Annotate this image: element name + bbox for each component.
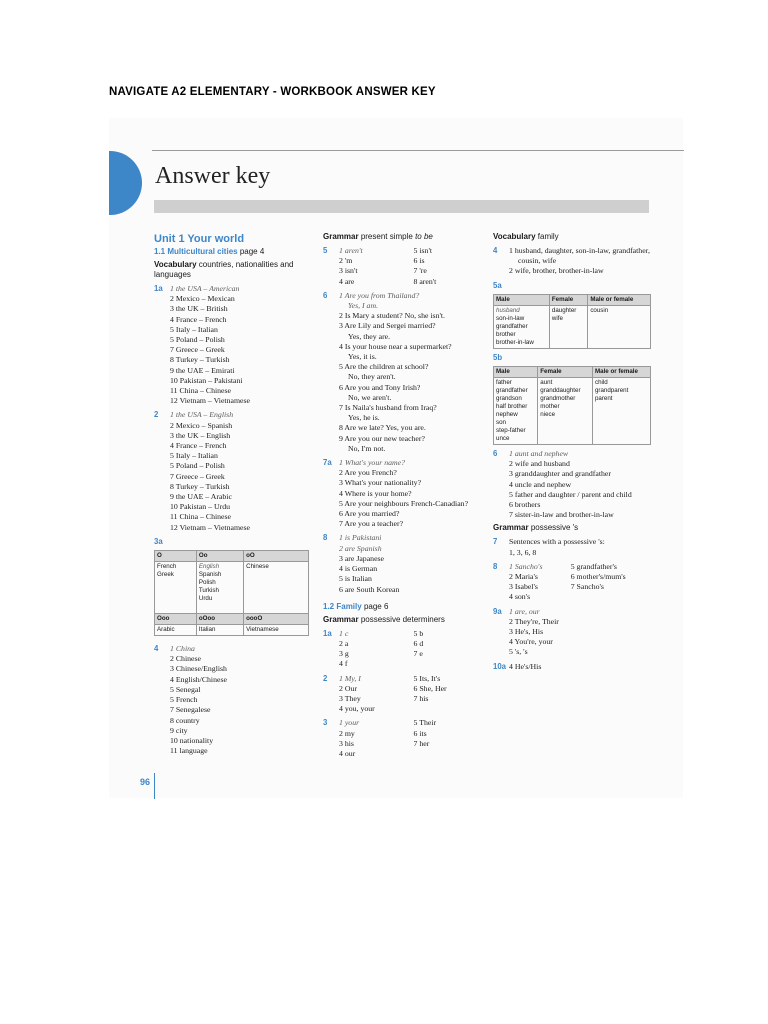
answer-line: 12 Vietnam – Vietnamese [170, 396, 250, 406]
answer-line: Yes, he is. [348, 413, 380, 423]
section-label: Vocabulary [154, 260, 197, 269]
cell-line: cousin [590, 306, 609, 314]
family-table-5a [493, 294, 651, 349]
answer-line: 5 Italy – Italian [170, 451, 218, 461]
cell-line: mother [540, 403, 560, 411]
answer-line: 5 is Italian [339, 574, 372, 584]
cell-line: grandmother [540, 395, 576, 403]
answer-line: 11 language [170, 746, 208, 756]
answer-list [509, 449, 653, 520]
answer-line: 2 Chinese [170, 654, 201, 664]
cell-line: nephew [496, 411, 518, 419]
exercise-10a [493, 662, 653, 672]
answer-line: 11 China – Chinese [170, 512, 231, 522]
cell-line: parent [594, 395, 613, 403]
answer-line: 7 sister-in-law and brother-in-law [509, 510, 614, 520]
answer-list [339, 629, 414, 670]
family-table-5b [493, 366, 651, 445]
exercise-7 [493, 537, 653, 557]
answer-line: 2 wife, brother, brother-in-law [509, 266, 604, 276]
section-label: Grammar [493, 523, 529, 533]
answer-line: 1 My, I [339, 673, 361, 683]
answer-line: 1 c [339, 628, 349, 638]
answer-line: 5 Are your neighbours French-Canadian? [339, 498, 469, 508]
answer-line: 1 husband, daughter, son-in-law, grandfather, cousin, wife [509, 246, 650, 266]
answer-list [339, 246, 414, 287]
answer-list [339, 291, 488, 454]
exercise-number: 6 [323, 290, 328, 300]
table-cell [155, 562, 197, 614]
answer-line: 6 mother's/mum's [570, 572, 626, 582]
answer-line: 7 Is Naila's husband from Iraq? [339, 403, 437, 413]
cell-line: aunt [540, 379, 553, 387]
cell-line: wife [551, 314, 563, 322]
answer-line: 2 Maria's [509, 572, 538, 582]
answer-line: 1 the USA – American [170, 284, 240, 293]
cell-line: Greek [157, 571, 174, 579]
grey-banner [154, 200, 649, 213]
answer-line: 3 the UK – British [170, 304, 228, 314]
table-cell [196, 625, 243, 636]
answer-line: 10 Pakistan – Urdu [170, 502, 230, 512]
exercise-6 [493, 449, 653, 520]
table-cell [494, 378, 538, 445]
answer-list [339, 718, 414, 759]
answer-line: 5 father and daughter / parent and child [509, 489, 632, 499]
cell-line: Vietnamese [246, 626, 279, 634]
lesson-page: page 4 [239, 247, 265, 256]
answer-list [509, 662, 653, 672]
answer-list [509, 537, 653, 557]
table-header: Female [538, 367, 593, 378]
answer-line: 7 Greece – Greek [170, 345, 225, 355]
exercise-number: 8 [493, 561, 498, 571]
answer-line: 6 its [413, 728, 427, 738]
answer-list [571, 562, 653, 603]
section-topic: family [537, 232, 559, 241]
section-topic-italic: to be [415, 232, 433, 241]
answer-list [509, 607, 653, 658]
answer-line: 7 Sancho's [570, 582, 604, 592]
answer-line: No, they aren't. [348, 372, 396, 382]
answer-line: 7 her [413, 738, 430, 748]
table-header: Ooo [155, 614, 197, 625]
exercise-2 [154, 410, 314, 532]
answer-line: 5 Poland – Polish [170, 461, 225, 471]
exercise-1a [323, 629, 488, 670]
answer-line: 6 d [413, 638, 424, 648]
answer-line: 2 Are you French? [339, 468, 397, 478]
exercise-number: 4 [154, 644, 159, 654]
answer-line: 7 his [413, 693, 429, 703]
answer-grid [339, 629, 488, 670]
section-heading [323, 615, 488, 625]
exercise-8 [493, 562, 653, 603]
answer-line: 8 aren't [413, 276, 437, 286]
cell-line: Polish [198, 579, 216, 587]
answer-line: 6 Are you married? [339, 509, 400, 519]
answer-line: 3 his [339, 738, 354, 748]
answer-line: 9 the UAE – Emirati [170, 365, 235, 375]
cell-line: unce [496, 435, 510, 443]
answer-line: 6 are South Korean [339, 584, 400, 594]
answer-line: 2 Is Mary a student? No, she isn't. [339, 311, 445, 321]
table-header: Male or female [592, 367, 650, 378]
exercise-5a [493, 281, 653, 291]
answer-line: 5 's, 's [509, 647, 528, 657]
answer-list [509, 246, 653, 277]
answer-line: 12 Vietnam – Vietnamese [170, 522, 250, 532]
exercise-number: 2 [154, 410, 159, 420]
answer-line: 8 Are we late? Yes, you are. [339, 423, 426, 433]
answer-line: 1, 3, 6, 8 [509, 547, 537, 557]
section-topic: present simple [360, 232, 413, 241]
answer-line: 3 are Japanese [339, 553, 385, 563]
answer-line: 2 'm [339, 256, 353, 266]
cell-line: child [594, 379, 608, 387]
answer-line: 5 French [170, 695, 198, 705]
cell-line: Italian [198, 626, 216, 634]
answer-line: 10 Pakistan – Pakistani [170, 375, 243, 385]
answer-line: 10 nationality [170, 735, 214, 745]
answer-line: 8 Turkey – Turkish [170, 481, 230, 491]
answer-line: 6 brothers [509, 500, 541, 510]
table-header: Oo [196, 551, 243, 562]
cell-line: granddaughter [540, 387, 581, 395]
answer-line: 1 What's your name? [339, 458, 405, 468]
answer-line: 1 are, our [509, 606, 540, 616]
table-header: Male [494, 367, 538, 378]
lesson-page: page 6 [363, 601, 389, 611]
answer-line: 1 your [339, 718, 360, 728]
exercise-number: 3a [154, 536, 163, 546]
answer-line: 5 Senegal [170, 684, 201, 694]
cell-line: Chinese [246, 563, 269, 571]
section-label: Grammar [323, 232, 359, 241]
answer-line: Yes, they are. [348, 331, 391, 341]
cell-line: niece [540, 411, 556, 419]
answer-line: 7 Greece – Greek [170, 471, 225, 481]
lesson-number: 1.1 [154, 247, 166, 256]
answer-line: 3 Isabel's [509, 582, 538, 592]
exercise-number: 3 [323, 718, 328, 728]
column-1 [154, 232, 314, 756]
answer-list [339, 533, 488, 594]
exercise-6 [323, 291, 488, 454]
section-topic: countries, nationalities and languages [154, 260, 294, 279]
answer-grid [339, 674, 488, 715]
cell-line: grandparent [594, 387, 629, 395]
answer-line: 5 Are the children at school? [339, 362, 429, 372]
answer-line: 2 wife and husband [509, 459, 570, 469]
cell-line: Urdu [198, 595, 213, 603]
section-heading [323, 232, 488, 242]
column-3 [493, 232, 653, 672]
lesson-name: Family [336, 601, 362, 611]
column-2 [323, 232, 488, 759]
answer-line: 7 Senegalese [170, 705, 211, 715]
table-cell [196, 562, 243, 614]
answer-line: No, I'm not. [348, 443, 386, 453]
exercise-number: 5 [323, 246, 328, 255]
exercise-4 [154, 644, 314, 756]
answer-line: 8 country [170, 715, 200, 725]
cell-line: half brother [496, 403, 528, 411]
table-header: O [155, 551, 197, 562]
answer-line: 3 Are Lily and Sergei married? [339, 321, 436, 331]
answer-line: 4 You're, your [509, 637, 553, 647]
answer-line: 5 Italy – Italian [170, 324, 218, 334]
section-heading [493, 232, 653, 242]
answer-line: 6 She, Her [413, 683, 447, 693]
exercise-9a [493, 607, 653, 658]
cell-line: father [496, 379, 512, 387]
answer-list [170, 284, 314, 406]
cell-line: grandfather [496, 387, 528, 395]
lesson-heading [323, 601, 488, 612]
answer-line: No, we aren't. [348, 392, 392, 402]
lesson-heading [154, 246, 314, 257]
answer-line: 1 Are you from Thailand? [339, 290, 420, 300]
exercise-number: 6 [493, 449, 498, 459]
answer-grid [509, 562, 653, 603]
answer-line: 3 isn't [339, 266, 358, 276]
answer-line: 5 Its, It's [413, 673, 441, 683]
page-number: 96 [140, 777, 151, 787]
answer-line: 1 aren't [339, 246, 363, 255]
answer-line: 3 What's your nationality? [339, 478, 422, 488]
answer-line: 4 son's [509, 592, 531, 602]
table-cell [592, 378, 650, 445]
page-number-rule [154, 773, 155, 799]
answer-line: 9 the UAE – Arabic [170, 492, 232, 502]
answer-line: 2 a [339, 638, 349, 648]
cell-line: step-father [496, 427, 526, 435]
answer-line: Yes, it is. [348, 352, 377, 362]
exercise-3a [154, 537, 314, 547]
section-topic: possessive 's [530, 523, 579, 533]
answer-line: 4 f [339, 659, 348, 669]
cell-line: grandfather [496, 322, 528, 330]
answer-line: 2 my [339, 728, 355, 738]
answer-line: Yes, I am. [348, 301, 379, 311]
section-topic: possessive determiners [360, 614, 445, 624]
table-cell [494, 305, 550, 348]
exercise-number: 5a [493, 280, 502, 290]
answer-line: 3 granddaughter and grandfather [509, 469, 611, 479]
cell-line: French [157, 563, 177, 571]
table-cell [588, 305, 651, 348]
exercise-number: 1a [323, 628, 332, 638]
answer-grid [339, 718, 488, 759]
cell-line: brother [496, 330, 516, 338]
answer-line: 9 Are you our new teacher? [339, 433, 425, 443]
stress-table [154, 550, 309, 636]
page-title: Answer key [155, 163, 271, 189]
exercise-3 [323, 718, 488, 759]
section-label: Vocabulary [493, 232, 536, 241]
cell-line: daughter [551, 306, 577, 314]
exercise-number: 1a [154, 284, 163, 293]
exercise-number: 10a [493, 661, 507, 671]
answer-list [509, 562, 571, 603]
answer-list [170, 410, 314, 532]
table-header: oO [244, 551, 309, 562]
answer-line: 9 city [170, 725, 188, 735]
answer-line: Sentences with a possessive 's: [509, 537, 605, 547]
answer-line: 1 is Pakistani [339, 533, 382, 543]
cell-line: English [198, 563, 220, 571]
answer-line: 5 b [413, 628, 424, 638]
answer-line: 3 g [339, 649, 349, 659]
answer-line: 7 e [413, 649, 423, 659]
answer-line: 4 English/Chinese [170, 674, 227, 684]
answer-line: 4 is German [339, 564, 378, 574]
answer-line: 2 Mexico – Spanish [170, 420, 233, 430]
document-title: NAVIGATE A2 ELEMENTARY - WORKBOOK ANSWER KEY [109, 86, 436, 98]
answer-line: 3 They [339, 693, 361, 703]
cell-line: Turkish [198, 587, 219, 595]
table-cell [244, 562, 309, 614]
answer-line: 3 Chinese/English [170, 664, 227, 674]
table-cell [549, 305, 587, 348]
answer-line: 4 France – French [170, 441, 227, 451]
answer-line: 1 Sancho's [509, 561, 543, 571]
table-header: oooO [244, 614, 309, 625]
lesson-name: Multicultural cities [167, 247, 238, 256]
cell-line: Spanish [198, 571, 222, 579]
exercise-number: 5b [493, 352, 503, 362]
answer-list [414, 629, 489, 670]
answer-line: 4 Where is your home? [339, 488, 412, 498]
answer-line: 2 are Spanish [339, 543, 382, 553]
exercise-number: 7 [493, 537, 498, 547]
exercise-2 [323, 674, 488, 715]
answer-line: 8 Turkey – Turkish [170, 355, 230, 365]
answer-list [339, 674, 414, 715]
answer-list [339, 458, 488, 529]
answer-line: 1 aunt and nephew [509, 449, 569, 459]
table-cell [155, 625, 197, 636]
answer-line: 11 China – Chinese [170, 386, 231, 396]
answer-line: 6 is [413, 256, 425, 266]
answer-line: 5 isn't [413, 246, 433, 255]
answer-list [414, 718, 489, 759]
answer-line: 4 France – French [170, 314, 227, 324]
table-cell [538, 378, 593, 445]
cell-line: husband [496, 306, 520, 314]
table-header: Male [494, 294, 550, 305]
table-header: oOoo [196, 614, 243, 625]
answer-grid [339, 246, 488, 287]
answer-list [170, 644, 314, 756]
answer-list [414, 246, 489, 287]
answer-line: 4 are [339, 276, 355, 286]
table-cell [244, 625, 309, 636]
answer-line: 3 the UK – English [170, 430, 231, 440]
section-heading [493, 523, 653, 533]
lesson-number: 1.2 [323, 601, 335, 611]
cell-line: son-in-law [496, 314, 525, 322]
table-header: Male or female [588, 294, 651, 305]
answer-line: 5 Their [413, 718, 437, 728]
answer-line: 4 uncle and nephew [509, 479, 572, 489]
exercise-8 [323, 533, 488, 594]
answer-line: 1 China [170, 644, 195, 654]
cell-line: Arabic [157, 626, 175, 634]
exercise-7a [323, 458, 488, 529]
answer-line: 5 Poland – Polish [170, 335, 225, 345]
exercise-5b [493, 353, 653, 363]
answer-line: 7 're [413, 266, 427, 276]
answer-line: 6 Are you and Tony Irish? [339, 382, 421, 392]
exercise-number: 4 [493, 246, 498, 255]
answer-line: 4 He's/His [509, 661, 542, 671]
top-rule [152, 150, 684, 151]
answer-line: 4 you, your [339, 704, 375, 714]
exercise-number: 2 [323, 673, 328, 683]
exercise-5 [323, 246, 488, 287]
exercise-1a [154, 284, 314, 406]
exercise-number: 7a [323, 458, 332, 468]
exercise-4 [493, 246, 653, 277]
answer-line: 4 Is your house near a supermarket? [339, 341, 452, 351]
answer-line: 4 our [339, 748, 356, 758]
section-label: Grammar [323, 614, 359, 624]
answer-line: 3 He's, His [509, 627, 544, 637]
exercise-number: 8 [323, 533, 328, 543]
exercise-number: 9a [493, 606, 502, 616]
unit-title: Unit 1 Your world [154, 233, 245, 245]
answer-line: 5 grandfather's [570, 561, 617, 571]
cell-line: brother-in-law [496, 338, 534, 346]
answer-list [414, 674, 489, 715]
cell-line: grandson [496, 395, 522, 403]
answer-line: 2 Mexico – Mexican [170, 294, 235, 304]
answer-line: 2 Our [339, 683, 357, 693]
table-header: Female [549, 294, 587, 305]
cell-line: son [496, 419, 506, 427]
section-heading [154, 260, 314, 280]
answer-line: 2 They're, Their [509, 616, 559, 626]
answer-line: 7 Are you a teacher? [339, 519, 404, 529]
answer-line: 1 the USA – English [170, 410, 234, 420]
